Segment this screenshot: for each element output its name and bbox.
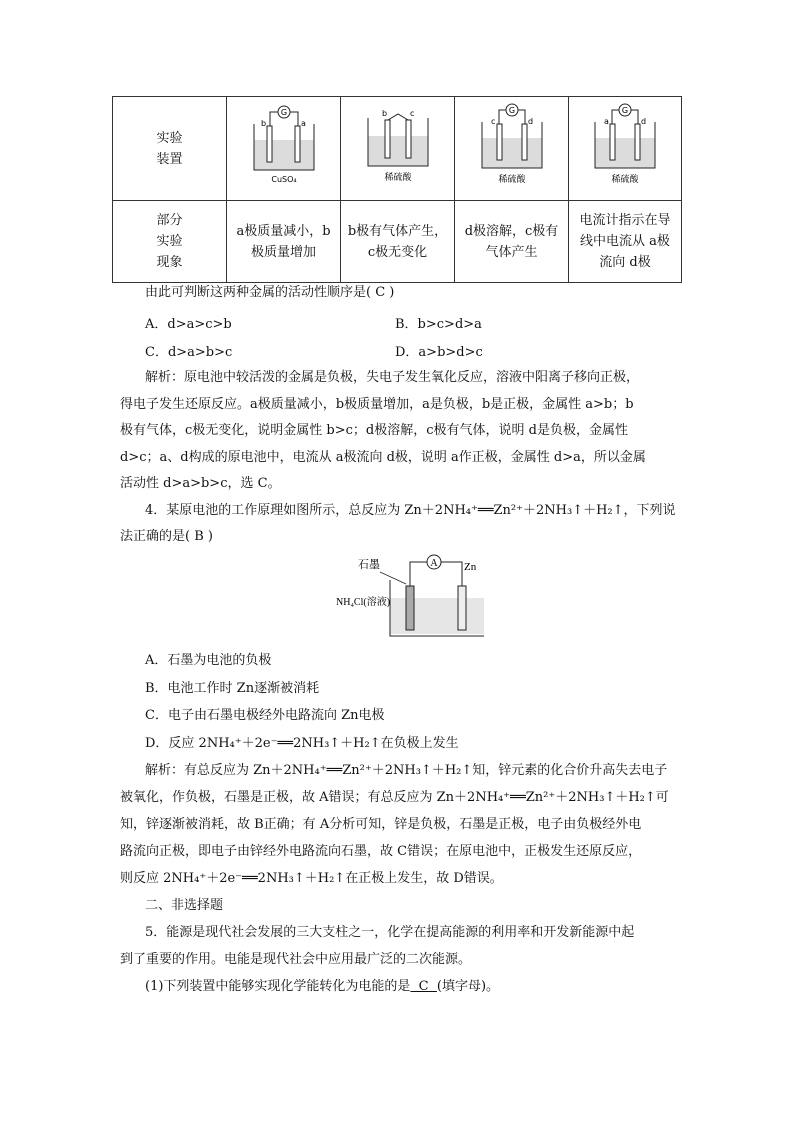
q4-stem: 4．某原电池的工作原理如图所示，总反应为 Zn＋2NH₄⁺══Zn²⁺＋2NH₃↑＋H₂↑，下列说: [145, 503, 676, 518]
q4-option-d: D．反应 2NH₄⁺＋2e⁻══2NH₃↑＋H₂↑在负极上发生: [145, 736, 459, 751]
q4-option-b: B．电池工作时 Zn逐渐被消耗: [145, 681, 320, 696]
beaker-diagram-3: [472, 102, 552, 188]
q4-option-a: A．石墨为电池的负极: [145, 653, 272, 668]
beaker-diagram-2: [358, 102, 438, 188]
q3-analysis-line: 活动性 d>a>b>c，选 C。: [120, 476, 281, 491]
svg-text:a: a: [604, 117, 609, 126]
svg-text:a: a: [300, 119, 306, 128]
q5-part1-suffix: (填字母)。: [436, 979, 500, 994]
svg-text:稀硫酸: 稀硫酸: [383, 173, 412, 183]
experiment-table: [112, 96, 682, 283]
phenomenon-3: d极溶解，c极有 气体产生: [455, 201, 569, 283]
phenomenon-2: b极有气体产生， c极无变化: [341, 201, 455, 283]
q5-part1-answer: C: [410, 979, 437, 994]
header-setup: 实验 装置: [113, 97, 227, 201]
q5-part1: [145, 978, 499, 996]
q4-stem: 法正确的是( B ): [120, 529, 213, 544]
svg-text:b: b: [381, 109, 387, 118]
device-3: [455, 97, 569, 201]
q5-part1-text: (1)下列装置中能够实现化学能转化为电能的是: [145, 979, 411, 994]
q3-analysis-line: 解析：原电池中较活泼的金属是负极，失电子发生氧化反应，溶液中阳离子移向正极，: [145, 370, 640, 385]
q3-option-a: A．d>a>c>b: [145, 317, 232, 332]
device-4: [569, 97, 682, 201]
svg-text:d: d: [641, 117, 647, 126]
q4-analysis-line: 则反应 2NH₄⁺＋2e⁻══2NH₃↑＋H₂↑在正极上发生，故 D错误。: [120, 871, 503, 886]
q3-option-c: C．d>a>b>c: [145, 345, 233, 360]
header-phenomena: 部分 实验 现象: [113, 201, 227, 283]
q3-analysis-line: 得电子发生还原反应。a极质量减小，b极质量增加，a是负极，b是正极，金属性 a>b；b: [120, 397, 634, 412]
svg-text:c: c: [409, 109, 414, 118]
q3-conclusion: 由此可判断这两种金属的活动性顺序是( C ): [145, 285, 395, 300]
q5-stem: 到了重要的作用。电能是现代社会中应用最广泛的二次能源。: [120, 952, 472, 967]
phenomenon-4: 电流计指示在导 线中电流从 a极 流向 d极: [569, 201, 682, 283]
beaker-diagram-1: [244, 102, 324, 188]
svg-text:G: G: [508, 106, 515, 115]
q3-option-b: B．b>c>d>a: [395, 317, 482, 332]
svg-text:d: d: [527, 117, 533, 126]
svg-text:NH₄Cl(溶液): NH₄Cl(溶液): [336, 597, 391, 608]
q3-analysis-line: d>c；a、d构成的原电池中，电流从 a极流向 d极，说明 a作正极，金属性 d>a，所以金属: [120, 450, 646, 465]
q3-option-d: D．a>b>d>c: [395, 345, 483, 360]
svg-text:石墨: 石墨: [358, 558, 380, 571]
q3-analysis-line: 极有气体，c极无变化，说明金属性 b>c；d极溶解，c极有气体，说明 d是负极，金属性: [120, 423, 628, 438]
device-1: [227, 97, 341, 201]
q5-stem: 5．能源是现代社会发展的三大支柱之一，化学在提高能源的利用率和开发新能源中起: [145, 925, 635, 940]
svg-text:稀硫酸: 稀硫酸: [497, 175, 526, 185]
svg-text:Zn: Zn: [464, 561, 477, 573]
svg-text:CuSO₄: CuSO₄: [270, 175, 297, 184]
q4-analysis-line: 路流向正极，即电子由锌经外电路流向石墨，故 C错误；在原电池中，正极发生还原反应，: [120, 844, 642, 859]
q4-cell-diagram: [334, 550, 484, 642]
q4-analysis-line: 被氧化，作负极，石墨是正极，故 A错误；有总反应为 Zn＋2NH₄⁺══Zn²⁺＋2NH₃↑＋H₂↑可: [120, 790, 669, 805]
svg-text:G: G: [280, 108, 287, 117]
svg-text:稀硫酸: 稀硫酸: [611, 175, 639, 185]
q4-analysis-line: 知，锌逐渐被消耗，故 B正确；有 A分析可知，锌是负极，石墨是正极，电子由负极经外电: [120, 817, 642, 832]
q4-option-c: C．电子由石墨电极经外电路流向 Zn电极: [145, 708, 385, 723]
device-2: [341, 97, 455, 201]
svg-text:G: G: [621, 106, 629, 115]
beaker-diagram-4: [585, 102, 665, 188]
svg-text:c: c: [490, 117, 495, 126]
svg-text:b: b: [260, 119, 266, 128]
svg-text:A: A: [430, 558, 438, 569]
q4-analysis-line: 解析：有总反应为 Zn＋2NH₄⁺══Zn²⁺＋2NH₃↑＋H₂↑知，锌元素的化合价升高失去电子: [145, 763, 668, 778]
section-title: 二、非选择题: [145, 898, 224, 913]
phenomenon-1: a极质量减小，b 极质量增加: [227, 201, 341, 283]
